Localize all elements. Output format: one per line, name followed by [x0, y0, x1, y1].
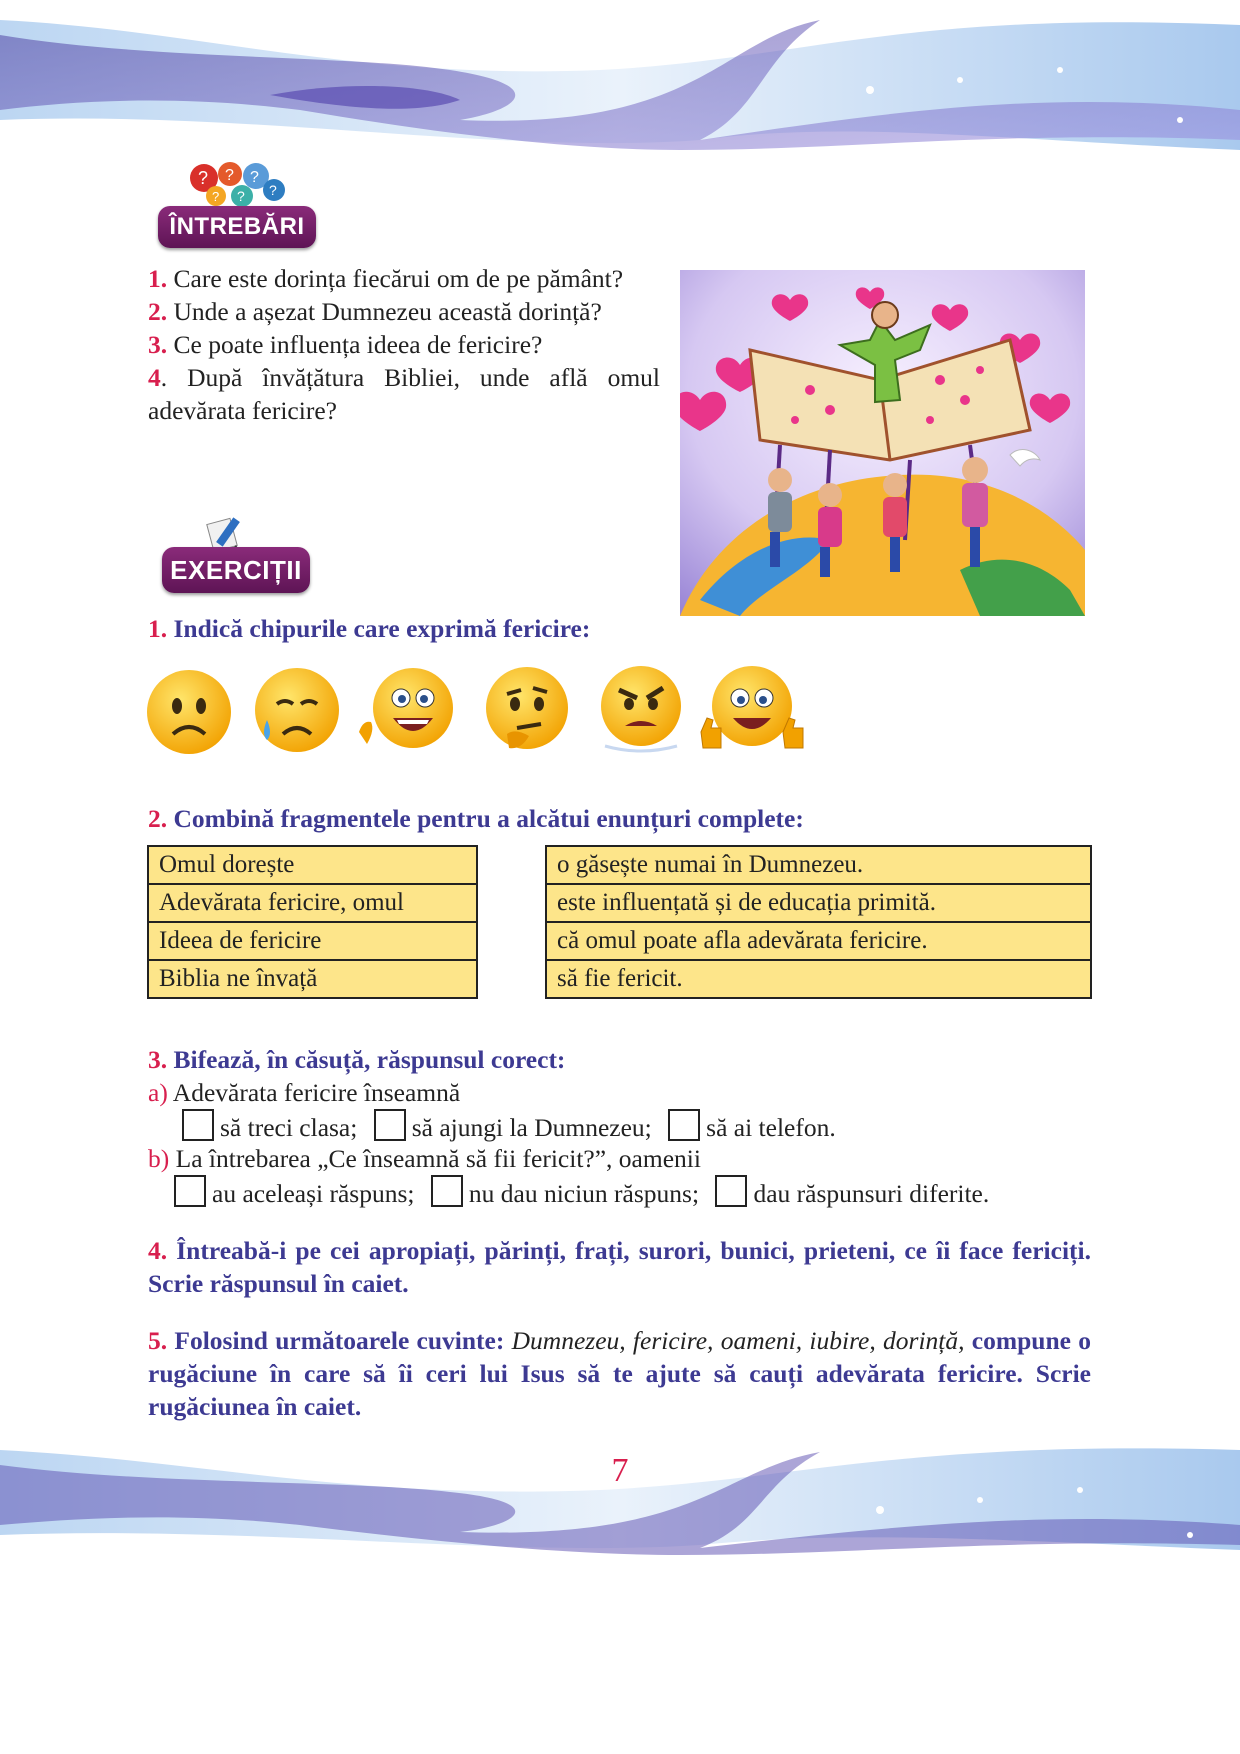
exercise-3b-prompt: b) La întrebarea „Ce înseamnă să fii fericit?”, oamenii [148, 1144, 701, 1173]
svg-text:?: ? [212, 189, 220, 204]
exercise-1-heading: 1. Indică chipurile care exprimă fericire: [148, 614, 591, 643]
right-fragment-cell[interactable]: o găsește numai în Dumnezeu. [546, 846, 1091, 884]
exercise-2-heading: 2. Combină fragmentele pentru a alcătui enunțuri complete: [148, 804, 804, 833]
thinking-face-icon[interactable] [481, 664, 571, 756]
bible-globe-illustration [680, 270, 1085, 616]
left-fragment-cell[interactable]: Ideea de fericire [148, 922, 477, 960]
question-4: 4. După învățătura Bibliei, unde află omul adevărata fericire? [148, 363, 660, 425]
thumbs-up-face-icon[interactable] [697, 662, 807, 760]
exercise-4: 4. Întreabă-i pe cei apropiați, părinți, frați, surori, bunici, prieteni, ce îi face fericiți. Scrie răspunsul în caiet. [148, 1236, 1091, 1298]
left-fragment-cell[interactable]: Adevărata fericire, omul [148, 884, 477, 922]
exercise-3b-options: au aceleași răspuns; nu dau niciun răspuns; dau răspunsuri diferite. [174, 1175, 989, 1210]
svg-text:?: ? [269, 182, 277, 198]
svg-text:?: ? [198, 168, 209, 188]
left-fragments-table [147, 845, 478, 999]
laughing-face-icon[interactable] [353, 660, 463, 760]
exercise-5-words: Dumnezeu, fericire, oameni, iubire, dorință, [511, 1326, 965, 1355]
checkbox-3b-1[interactable] [174, 1175, 206, 1207]
exercise-3-heading: 3. Bifează, în căsuță, răspunsul corect: [148, 1045, 566, 1074]
question-3: 3. Ce poate influența ideea de fericire? [148, 330, 543, 359]
right-fragment-cell[interactable]: să fie fericit. [546, 960, 1091, 998]
question-bubbles-icon [186, 160, 296, 210]
questions-badge [148, 160, 323, 255]
svg-text:?: ? [250, 169, 259, 186]
right-fragments-table [545, 845, 1092, 999]
questions-badge-label: ÎNTREBĂRI [158, 206, 316, 248]
checkbox-3a-2[interactable] [374, 1109, 406, 1141]
left-fragment-cell[interactable]: Biblia ne învață [148, 960, 477, 998]
crying-face-icon[interactable] [253, 666, 341, 754]
exercise-3a-options: să treci clasa; să ajungi la Dumnezeu; să ai telefon. [182, 1109, 836, 1144]
svg-text:?: ? [237, 188, 245, 204]
checkbox-3a-1[interactable] [182, 1109, 214, 1141]
angry-face-icon[interactable] [591, 660, 691, 760]
checkbox-3b-3[interactable] [715, 1175, 747, 1207]
exercises-badge [152, 515, 312, 600]
sad-face-icon[interactable] [145, 668, 233, 756]
exercises-badge-label: EXERCIȚII [162, 547, 310, 593]
right-fragment-cell[interactable]: că omul poate afla adevărata fericire. [546, 922, 1091, 960]
questions-list [148, 262, 660, 427]
checkbox-3a-3[interactable] [668, 1109, 700, 1141]
exercise-5: 5. Folosind următoarele cuvinte: Dumnezeu, fericire, oameni, iubire, dorință, compune o rugăciune în care să îi ceri lui Isus să te ajute să cauți adevărata fericire. Scrie rugăciunea în caiet. [148, 1326, 1091, 1421]
left-fragment-cell[interactable]: Omul dorește [148, 846, 477, 884]
top-wave-decoration [0, 0, 1240, 155]
question-2: 2. Unde a așezat Dumnezeu această dorință? [148, 297, 602, 326]
question-1: 1. Care este dorința fiecărui om de pe pământ? [148, 264, 624, 293]
checkbox-3b-2[interactable] [431, 1175, 463, 1207]
svg-text:?: ? [225, 167, 234, 184]
exercise-3a-prompt: a) Adevărata fericire înseamnă [148, 1078, 461, 1107]
right-fragment-cell[interactable]: este influențată și de educația primită. [546, 884, 1091, 922]
page-number: 7 [611, 1452, 629, 1489]
